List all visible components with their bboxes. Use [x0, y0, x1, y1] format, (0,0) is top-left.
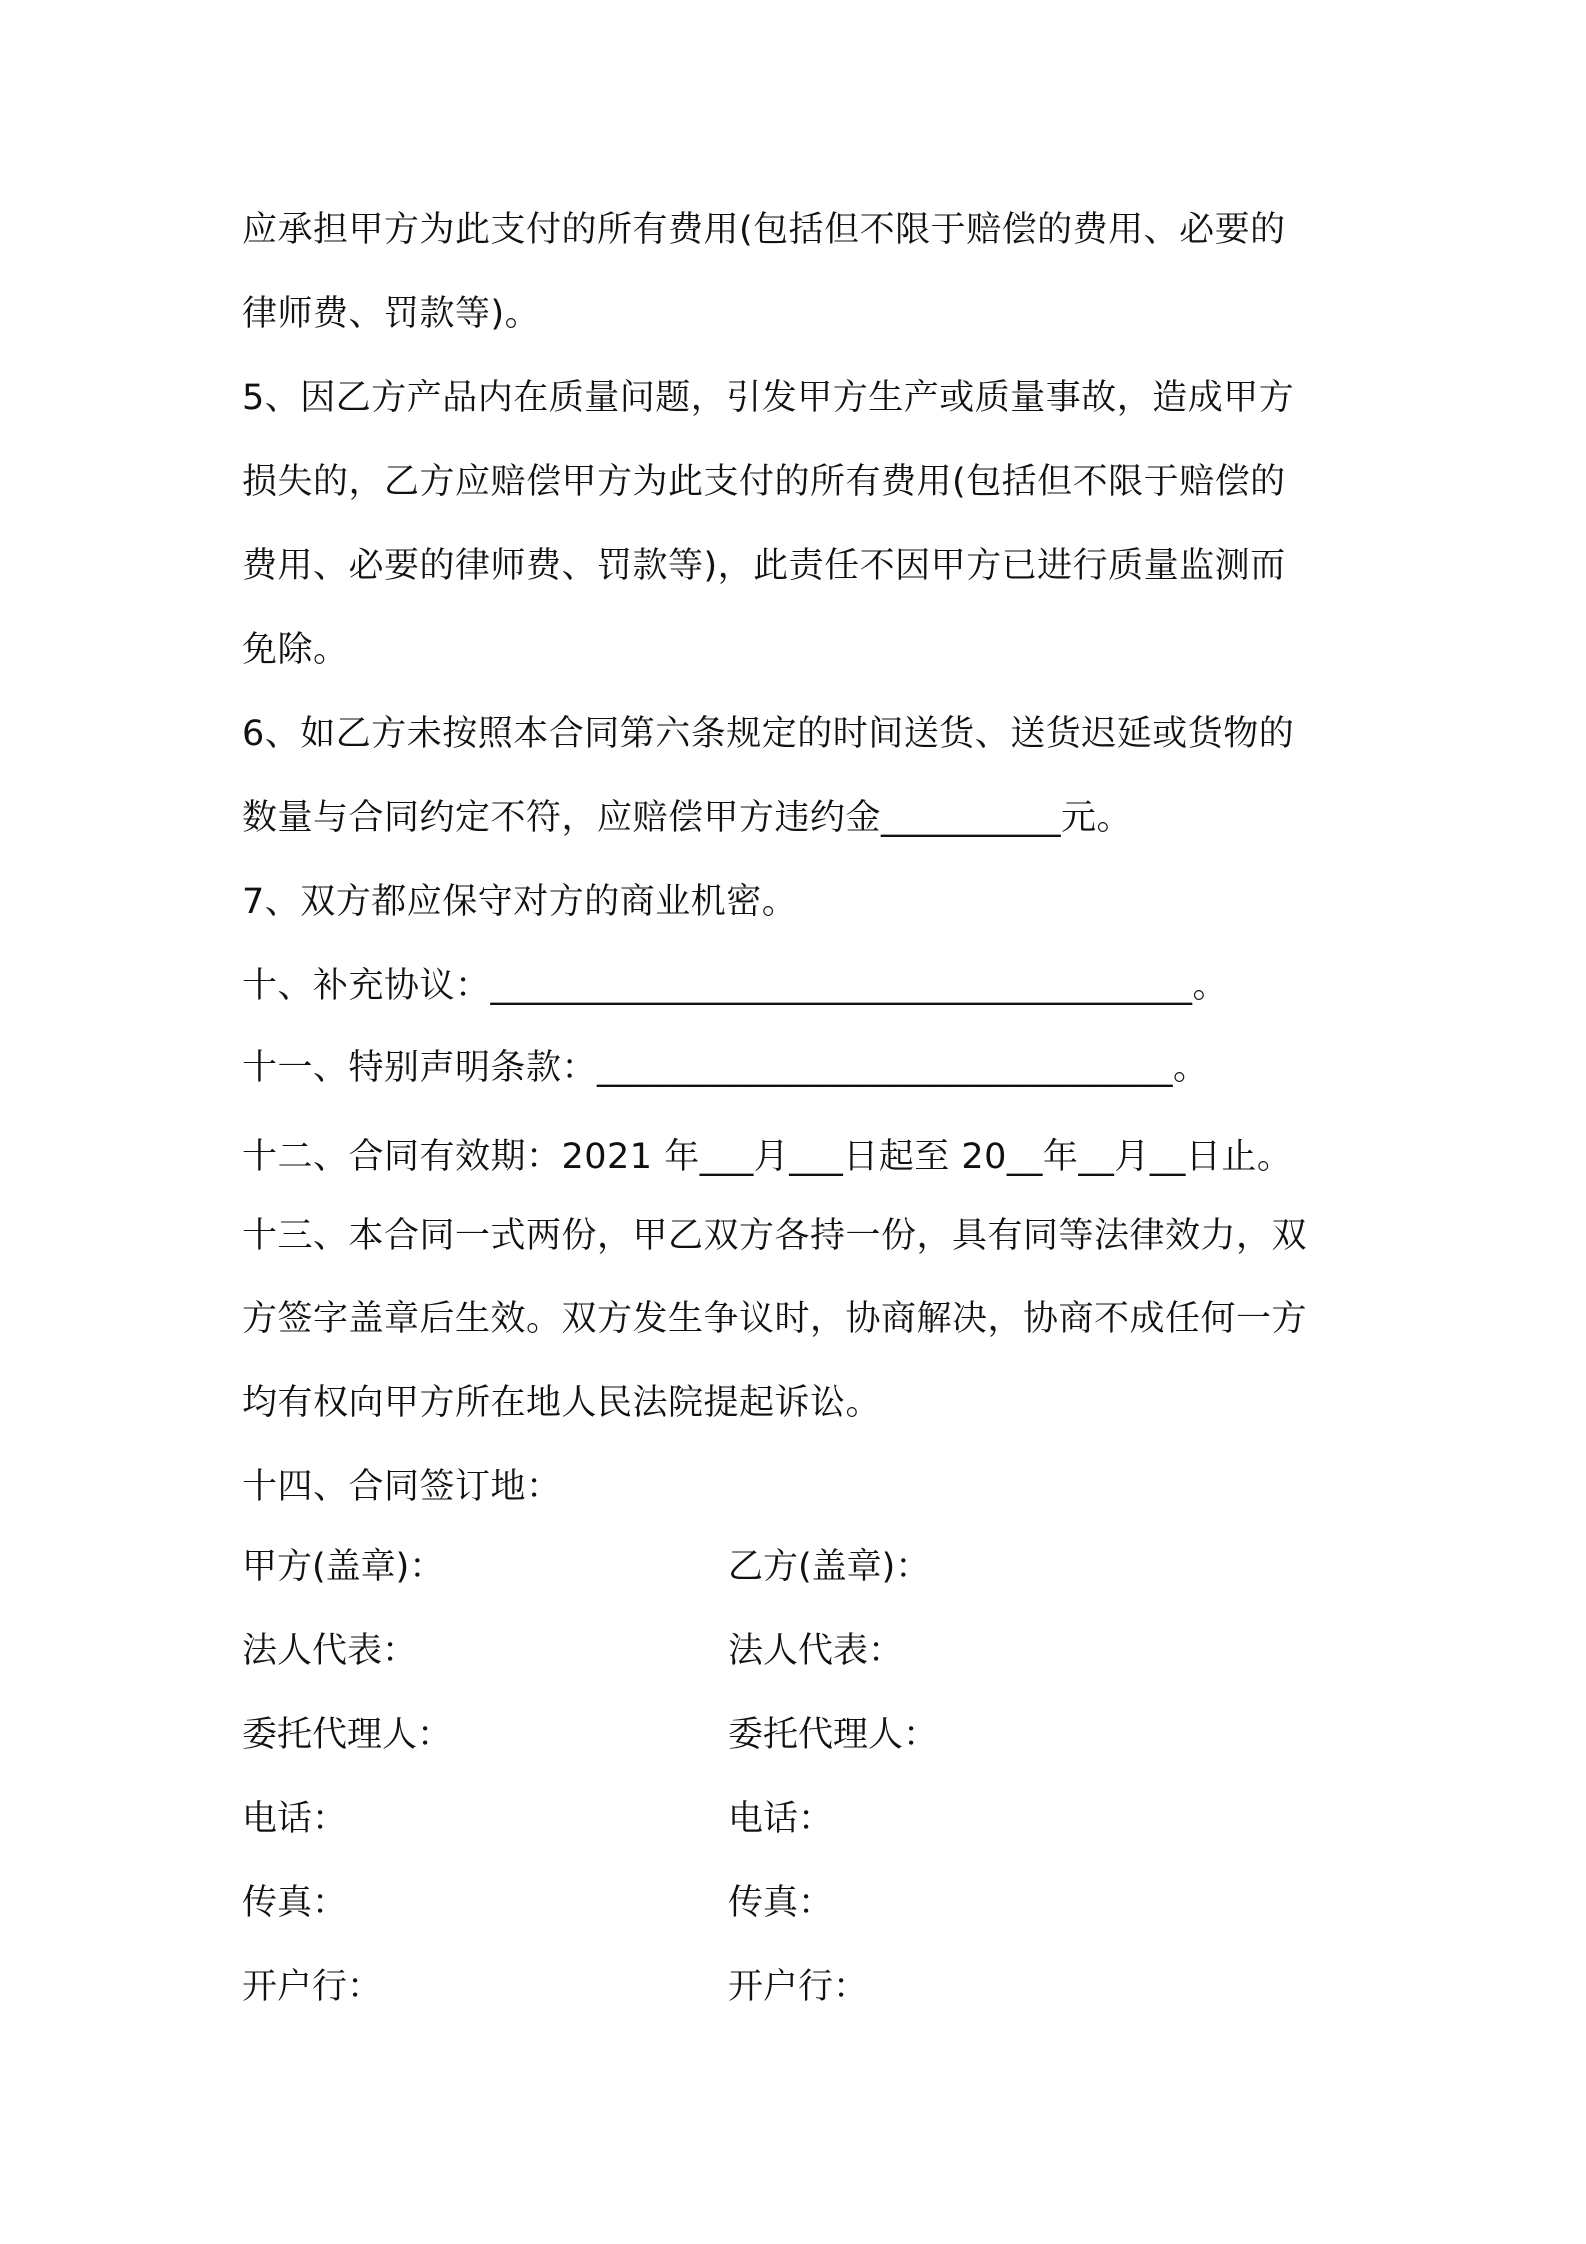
clause-7-line: 7、双方都应保守对方的商业机密。	[242, 882, 798, 922]
section-14-location: 十四、合同签订地：	[242, 1467, 562, 1507]
party-a-bank-label: 开户行：	[242, 1967, 383, 2007]
party-b-phone-label: 电话：	[728, 1799, 834, 1839]
paragraph-line: 律师费、罚款等)。	[242, 294, 541, 334]
clause-6-line: 6、如乙方未按照本合同第六条规定的时间送货、送货迟延或货物的	[242, 714, 1295, 754]
party-b-bank-label: 开户行：	[728, 1967, 869, 2007]
paragraph-line: 应承担甲方为此支付的所有费用(包括但不限于赔偿的费用、必要的	[242, 210, 1286, 250]
clause-5-line: 损失的，乙方应赔偿甲方为此支付的所有费用(包括但不限于赔偿的	[242, 462, 1286, 502]
clause-5-line: 费用、必要的律师费、罚款等)，此责任不因甲方已进行质量监测而	[242, 546, 1286, 586]
section-11-special-terms: 十一、特别声明条款：________________________________。	[242, 1048, 1209, 1088]
clause-5-line: 5、因乙方产品内在质量问题，引发甲方生产或质量事故，造成甲方	[242, 378, 1295, 418]
clause-5-line: 免除。	[242, 630, 349, 670]
party-b-fax-label: 传真：	[728, 1883, 834, 1923]
section-10-supplementary: 十、补充协议：_______________________________________。	[242, 966, 1229, 1006]
party-b-agent-label: 委托代理人：	[728, 1715, 939, 1755]
party-a-legal-rep-label: 法人代表：	[242, 1631, 418, 1671]
section-13-line: 均有权向甲方所在地人民法院提起诉讼。	[242, 1383, 882, 1423]
section-13-line: 十三、本合同一式两份，甲乙双方各持一份，具有同等法律效力，双	[242, 1216, 1308, 1256]
section-12-validity: 十二、合同有效期：2021 年___月___日起至 20__年__月__日止。	[242, 1137, 1293, 1177]
clause-6-line: 数量与合同约定不符，应赔偿甲方违约金__________元。	[242, 798, 1133, 838]
section-13-line: 方签字盖章后生效。双方发生争议时，协商解决，协商不成任何一方	[242, 1299, 1308, 1339]
party-a-phone-label: 电话：	[242, 1799, 348, 1839]
party-a-seal-label: 甲方(盖章)：	[242, 1547, 445, 1587]
party-a-fax-label: 传真：	[242, 1883, 348, 1923]
party-a-agent-label: 委托代理人：	[242, 1715, 453, 1755]
party-b-seal-label: 乙方(盖章)：	[728, 1547, 931, 1587]
party-b-legal-rep-label: 法人代表：	[728, 1631, 904, 1671]
